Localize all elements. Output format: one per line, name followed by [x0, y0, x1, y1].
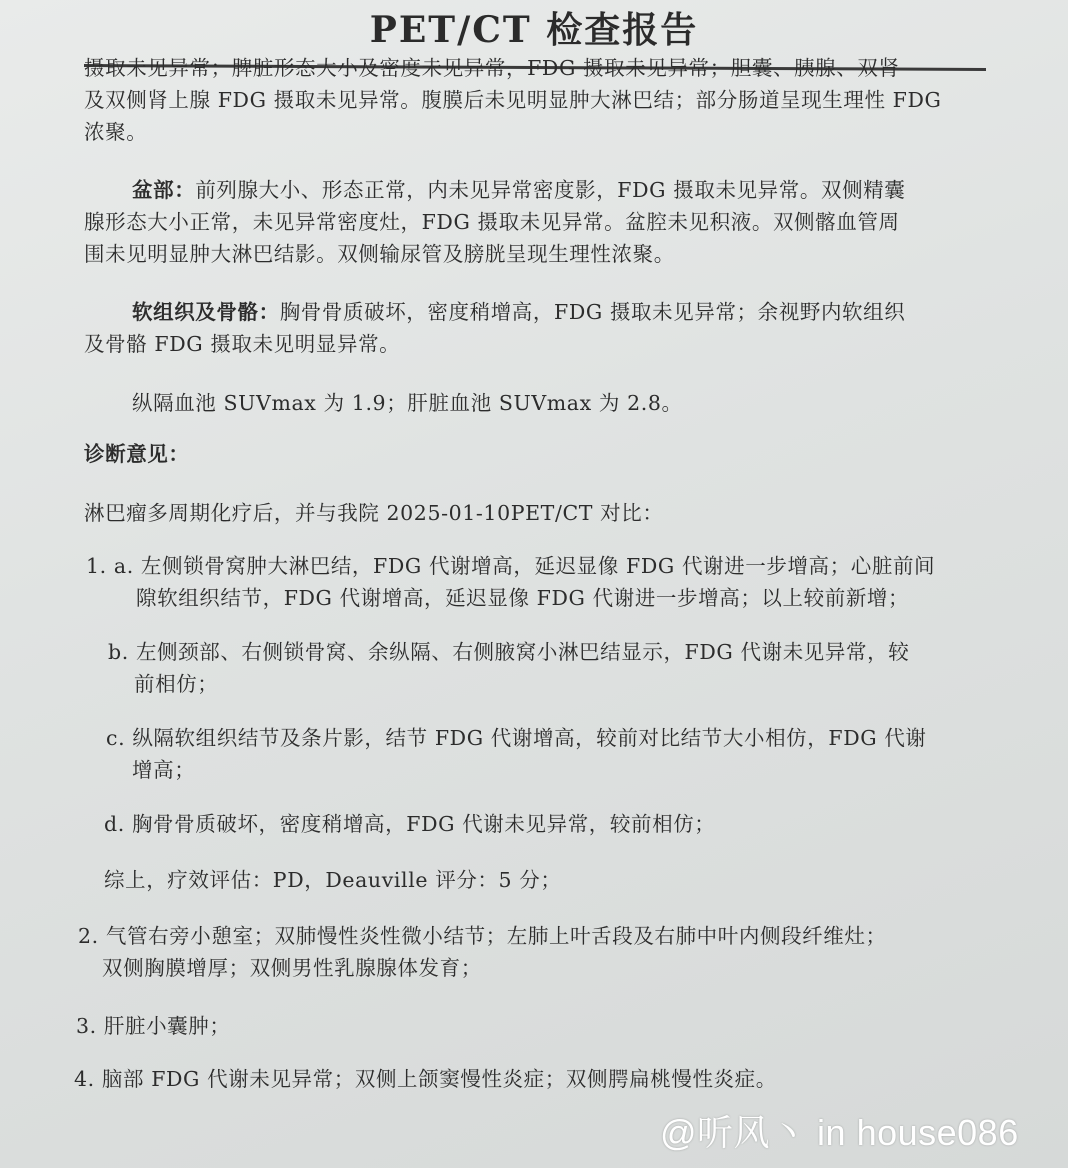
text-line: 摄取未见异常；脾脏形态大小及密度未见异常，FDG 摄取未见异常；胆囊、胰腺、双肾 [84, 56, 900, 80]
watermark: @听风丶 in house086 [660, 1112, 1019, 1153]
text-line: 腺形态大小正常，未见异常密度灶，FDG 摄取未见异常。盆腔未见积液。双侧髂血管周 [84, 210, 900, 234]
text-line: 2. 气管右旁小憩室；双肺慢性炎性微小结节；左肺上叶舌段及右肺中叶内侧段纤维灶； [78, 924, 887, 948]
diagnosis-item-1b [108, 636, 909, 700]
abdomen-paragraph [84, 52, 942, 148]
diagnosis-item-2 [78, 920, 887, 984]
pelvis-paragraph [84, 174, 905, 270]
text-line: 围未见明显肿大淋巴结影。双侧输尿管及膀胱呈现生理性浓聚。 [84, 242, 675, 266]
text-line: 及双侧肾上腺 FDG 摄取未见异常。腹膜后未见明显肿大淋巴结；部分肠道呈现生理性 FDG [84, 88, 942, 112]
diagnosis-item-1a [86, 550, 935, 614]
text-line: 浓聚。 [84, 120, 148, 144]
text-line: 增高； [132, 758, 196, 782]
text-line: 前相仿； [134, 672, 219, 696]
text-line: 前列腺大小、形态正常，内未见异常密度影，FDG 摄取未见异常。双侧精囊 [195, 178, 906, 202]
text-line: 及骨骼 FDG 摄取未见明显异常。 [84, 332, 401, 356]
text-line: 胸骨骨质破坏，密度稍增高，FDG 摄取未见异常；余视野内软组织 [279, 300, 906, 324]
diagnosis-item-1d: d. 胸骨骨质破坏，密度稍增高，FDG 代谢未见异常，较前相仿； [104, 812, 716, 836]
text-line: 双侧胸膜增厚；双侧男性乳腺腺体发育； [102, 956, 482, 980]
text-line: 1. a. 左侧锁骨窝肿大淋巴结，FDG 代谢增高，延迟显像 FDG 代谢进一步增高；心脏前间 [86, 554, 936, 578]
summary-line: 综上，疗效评估：PD，Deauville 评分：5 分； [104, 868, 562, 892]
report-title: PET/CT 检查报告 [369, 9, 699, 51]
diagnosis-item-1c [106, 722, 927, 786]
text-line: b. 左侧颈部、右侧锁骨窝、余纵隔、右侧腋窝小淋巴结显示，FDG 代谢未见异常，较 [108, 640, 910, 664]
pelvis-heading: 盆部： [132, 178, 196, 202]
text-line: 隙软组织结节，FDG 代谢增高，延迟显像 FDG 代谢进一步增高；以上较前新增； [136, 586, 910, 610]
comparison-line: 淋巴瘤多周期化疗后，并与我院 2025-01-10PET/CT 对比： [84, 501, 664, 525]
soft-tissue-heading: 软组织及骨骼： [132, 300, 280, 324]
text-line: c. 纵隔软组织结节及条片影，结节 FDG 代谢增高，较前对比结节大小相仿，FDG 代谢 [106, 726, 927, 750]
diagnosis-item-3: 3. 肝脏小囊肿； [76, 1014, 231, 1038]
diagnosis-heading: 诊断意见： [84, 442, 190, 466]
diagnosis-item-4: 4. 脑部 FDG 代谢未见异常；双侧上颌窦慢性炎症；双侧腭扁桃慢性炎症。 [74, 1067, 777, 1091]
suv-line: 纵隔血池 SUVmax 为 1.9；肝脏血池 SUVmax 为 2.8。 [132, 391, 683, 415]
soft-tissue-paragraph [84, 296, 905, 360]
